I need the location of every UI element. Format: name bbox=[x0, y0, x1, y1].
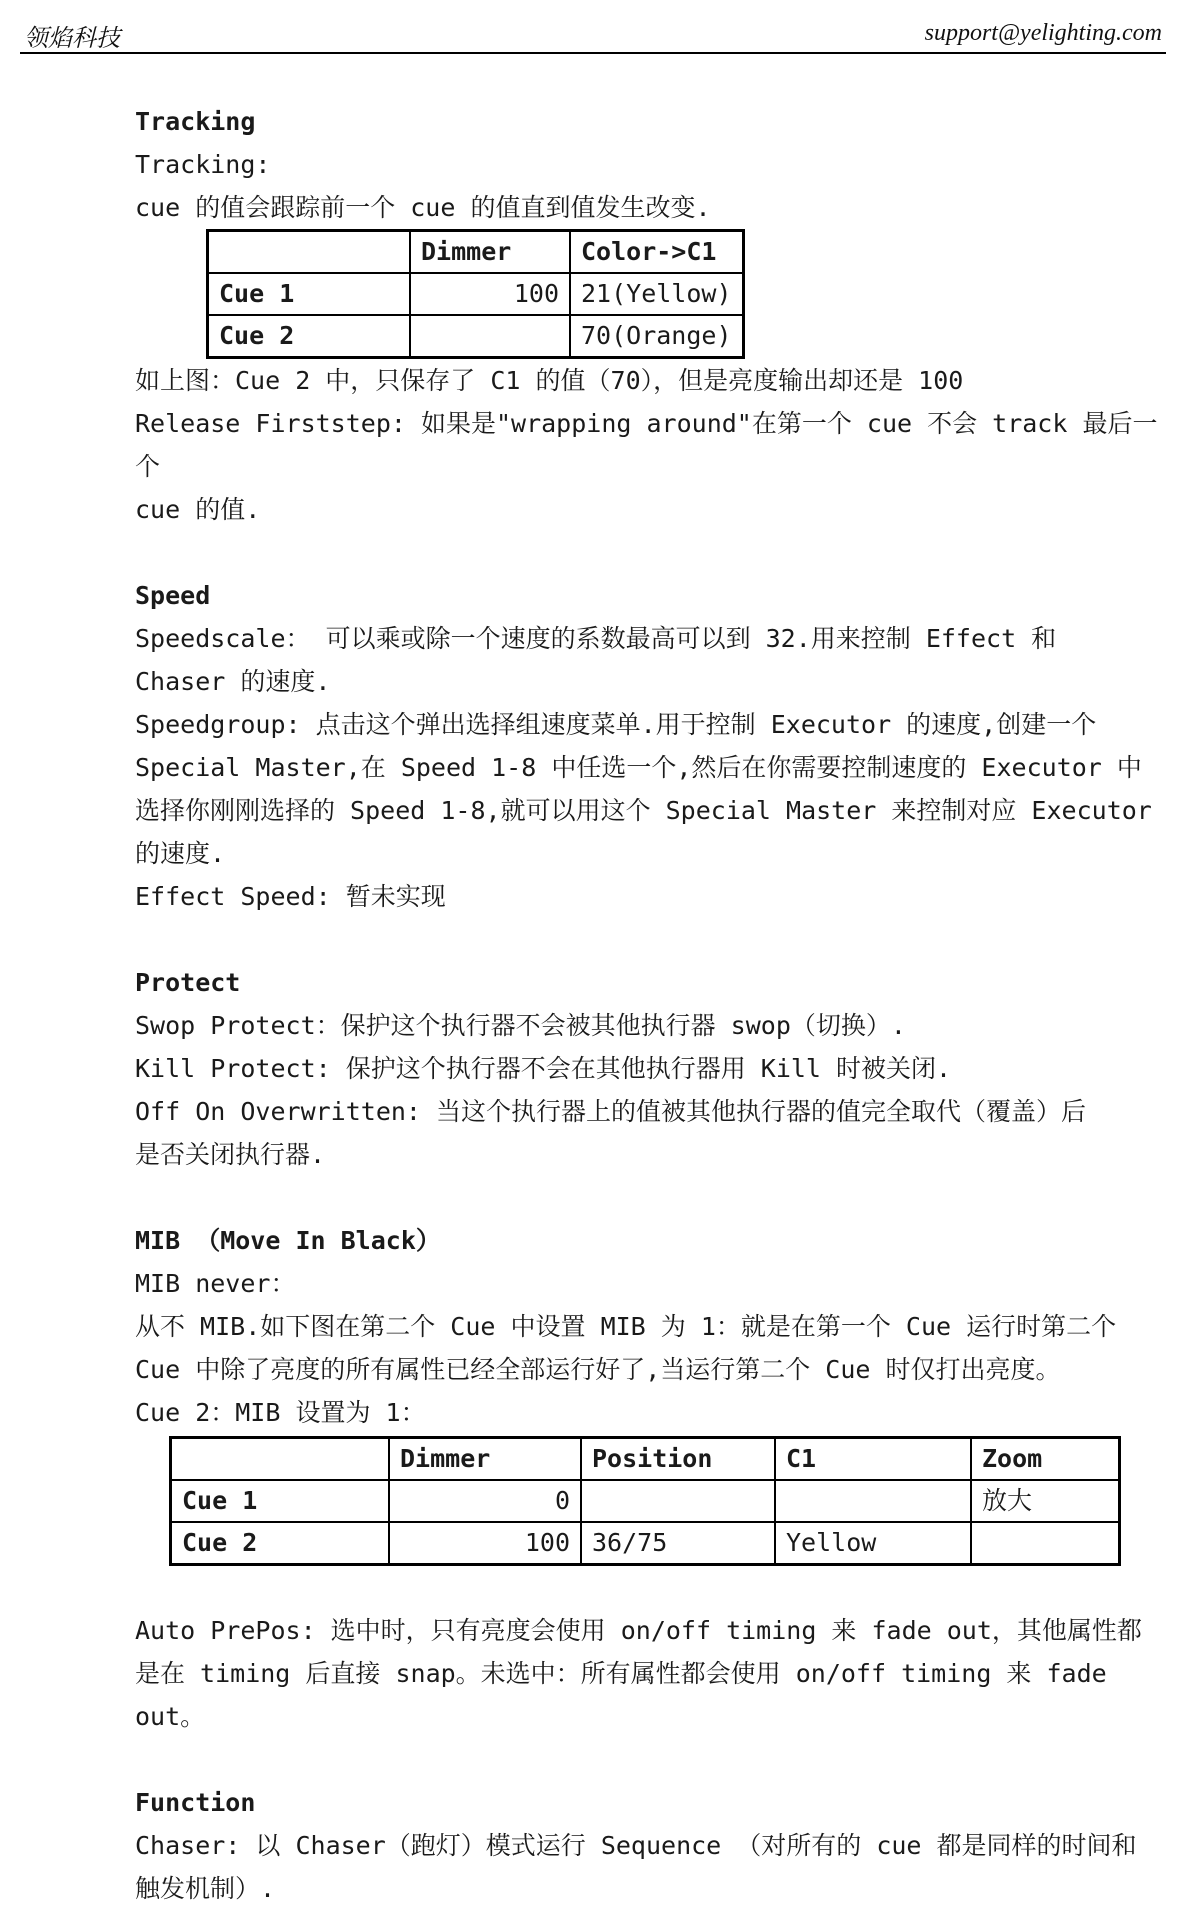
table-cell: 70(Orange) bbox=[570, 315, 743, 358]
protect-heading: Protect bbox=[135, 968, 241, 997]
table-cell bbox=[775, 1480, 971, 1522]
table-header-row bbox=[171, 1438, 1120, 1481]
mib-desc-line2: Cue 中除了亮度的所有属性已经全部运行好了,当运行第二个 Cue 时仅打出亮度。 bbox=[135, 1355, 1061, 1384]
release-firststep-line1: Release Firststep: 如果是"wrapping around"在第一个 cue 不会 track 最后一个 bbox=[135, 409, 1158, 481]
mib-desc-line1: 从不 MIB.如下图在第二个 Cue 中设置 MIB 为 1：就是在第一个 Cue 运行时第二个 bbox=[135, 1312, 1117, 1341]
mib-cue2: Cue 2：MIB 设置为 1： bbox=[135, 1398, 426, 1427]
table-cell: Cue 1 bbox=[171, 1480, 390, 1522]
swop-protect: Swop Protect：保护这个执行器不会被其他执行器 swop（切换）. bbox=[135, 1011, 906, 1040]
table-cell bbox=[581, 1480, 775, 1522]
company-name: 领焰科技 bbox=[24, 24, 120, 52]
kill-protect: Kill Protect: 保护这个执行器不会在其他执行器用 Kill 时被关闭. bbox=[135, 1054, 952, 1083]
function-heading: Function bbox=[135, 1788, 256, 1817]
mib-never: MIB never： bbox=[135, 1269, 296, 1298]
spacer bbox=[135, 1738, 1160, 1781]
table-row bbox=[208, 273, 744, 315]
speedgroup-line2: Special Master,在 Speed 1-8 中任选一个,然后在你需要控制速度的 Executor 中 bbox=[135, 753, 1142, 782]
table-cell: 放大 bbox=[971, 1480, 1120, 1522]
tracking-label: Tracking: bbox=[135, 150, 271, 179]
release-firststep-line2: cue 的值. bbox=[135, 495, 261, 524]
table-cell: 100 bbox=[410, 273, 570, 315]
table-cell: 36/75 bbox=[581, 1522, 775, 1565]
speedgroup-line3: 选择你刚刚选择的 Speed 1-8,就可以用这个 Special Master 来控制对应 Executor bbox=[135, 796, 1152, 825]
table-row bbox=[171, 1480, 1120, 1522]
chaser-line2: 触发机制）. bbox=[135, 1874, 276, 1903]
table-header-cell: Color->C1 bbox=[570, 231, 743, 274]
spacer bbox=[135, 1176, 1160, 1219]
mib-heading: MIB （Move In Black） bbox=[135, 1226, 441, 1255]
table-cell: 100 bbox=[389, 1522, 581, 1565]
table-cell: 0 bbox=[389, 1480, 581, 1522]
table-cell: Yellow bbox=[775, 1522, 971, 1565]
speedscale-line2: Chaser 的速度. bbox=[135, 667, 331, 696]
speed-heading: Speed bbox=[135, 581, 211, 610]
table-header-cell: Zoom bbox=[971, 1438, 1120, 1481]
table-header-cell: Dimmer bbox=[410, 231, 570, 274]
table-cell: 21(Yellow) bbox=[570, 273, 743, 315]
table-header-row bbox=[208, 231, 744, 274]
chaser-line1: Chaser: 以 Chaser（跑灯）模式运行 Sequence （对所有的 cue 都是同样的时间和 bbox=[135, 1831, 1137, 1860]
table-header-cell: Dimmer bbox=[389, 1438, 581, 1481]
table-cell bbox=[971, 1522, 1120, 1565]
table-header-cell: Position bbox=[581, 1438, 775, 1481]
table-cell: Cue 2 bbox=[171, 1522, 390, 1565]
table-cell: Cue 1 bbox=[208, 273, 411, 315]
speedgroup-line1: Speedgroup: 点击这个弹出选择组速度菜单.用于控制 Executor 的速度,创建一个 bbox=[135, 710, 1097, 739]
tracking-note: 如上图：Cue 2 中，只保存了 C1 的值（70），但是亮度输出却还是 100 bbox=[135, 366, 964, 395]
effect-speed: Effect Speed: 暂未实现 bbox=[135, 882, 446, 911]
speedscale-line1: Speedscale： 可以乘或除一个速度的系数最高可以到 32.用来控制 Effect 和 bbox=[135, 624, 1057, 653]
auto-prepos-line1: Auto PrePos: 选中时，只有亮度会使用 on/off timing 来 fade out，其他属性都 bbox=[135, 1616, 1142, 1645]
document-body bbox=[135, 100, 1160, 1910]
table-row bbox=[171, 1522, 1120, 1565]
support-email: support@yelighting.com bbox=[924, 20, 1162, 46]
spacer bbox=[135, 918, 1160, 961]
table-header-cell bbox=[171, 1438, 390, 1481]
off-on-overwritten-line2: 是否关闭执行器. bbox=[135, 1140, 326, 1169]
off-on-overwritten-line1: Off On Overwritten: 当这个执行器上的值被其他执行器的值完全取代（覆盖）后 bbox=[135, 1097, 1087, 1126]
table-cell: Cue 2 bbox=[208, 315, 411, 358]
table-header-cell: C1 bbox=[775, 1438, 971, 1481]
spacer bbox=[135, 531, 1160, 574]
tracking-heading: Tracking bbox=[135, 107, 256, 136]
speedgroup-line4: 的速度. bbox=[135, 839, 226, 868]
table-header-cell bbox=[208, 231, 411, 274]
auto-prepos-line2: 是在 timing 后直接 snap。未选中：所有属性都会使用 on/off timing 来 fade out。 bbox=[135, 1659, 1107, 1731]
page-header bbox=[20, 14, 1166, 54]
table-row bbox=[208, 315, 744, 358]
tracking-table bbox=[206, 229, 745, 359]
spacer bbox=[135, 1566, 1160, 1609]
table-cell bbox=[410, 315, 570, 358]
tracking-desc: cue 的值会跟踪前一个 cue 的值直到值发生改变. bbox=[135, 193, 711, 222]
mib-table bbox=[169, 1436, 1121, 1566]
